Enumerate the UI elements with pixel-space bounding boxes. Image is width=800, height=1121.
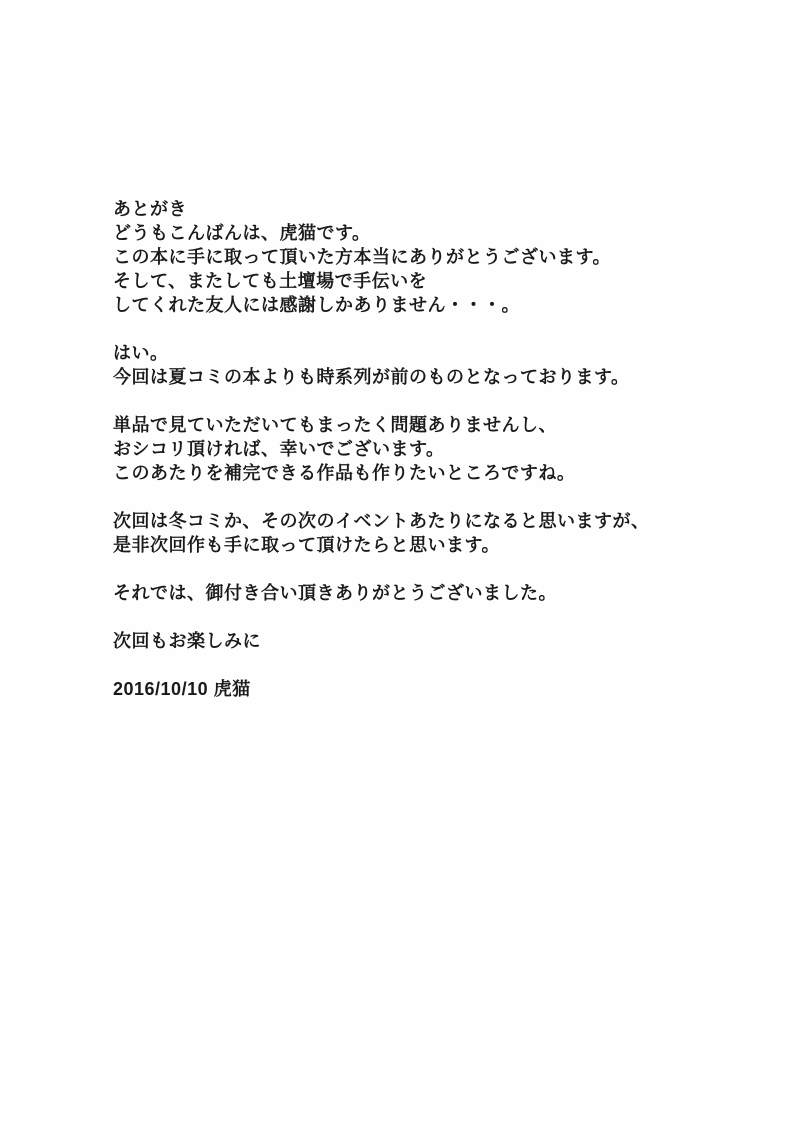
paragraph-standalone-note — [113, 413, 753, 485]
date-signature — [113, 677, 753, 701]
text-line: このあたりを補完できる作品も作りたいところですね。 — [113, 463, 576, 483]
text-line: 次回もお楽しみに — [113, 631, 261, 651]
text-line: どうもこんばんは、虎猫です。 — [113, 223, 371, 243]
paragraph-greeting — [113, 197, 753, 317]
paragraph-next-event — [113, 509, 753, 557]
text-line: そして、またしても土壇場で手伝いを — [113, 271, 428, 291]
text-line: 単品で見ていただいてもまったく問題ありませんし、 — [113, 415, 557, 435]
text-line: 次回は冬コミか、その次のイベントあたりになると思いますが、 — [113, 511, 650, 531]
text-line: はい。 — [113, 343, 169, 363]
paragraph-thanks — [113, 581, 753, 605]
paragraph-timeline-note — [113, 341, 753, 389]
afterword-title: あとがき — [113, 199, 187, 219]
text-line: おシコリ頂ければ、幸いでございます。 — [113, 439, 445, 459]
text-line: してくれた友人には感謝しかありません・・・。 — [113, 295, 520, 315]
text-line: この本に手に取って頂いた方本当にありがとうございます。 — [113, 247, 612, 267]
text-line: 今回は夏コミの本よりも時系列が前のものとなっております。 — [113, 367, 630, 387]
paragraph-look-forward — [113, 629, 753, 653]
afterword-text-block — [113, 197, 753, 725]
text-line: 是非次回作も手に取って頂けたらと思います。 — [113, 535, 501, 555]
date-signature-line: 2016/10/10 虎猫 — [113, 679, 251, 699]
text-line: それでは、御付き合い頂きありがとうございました。 — [113, 583, 557, 603]
